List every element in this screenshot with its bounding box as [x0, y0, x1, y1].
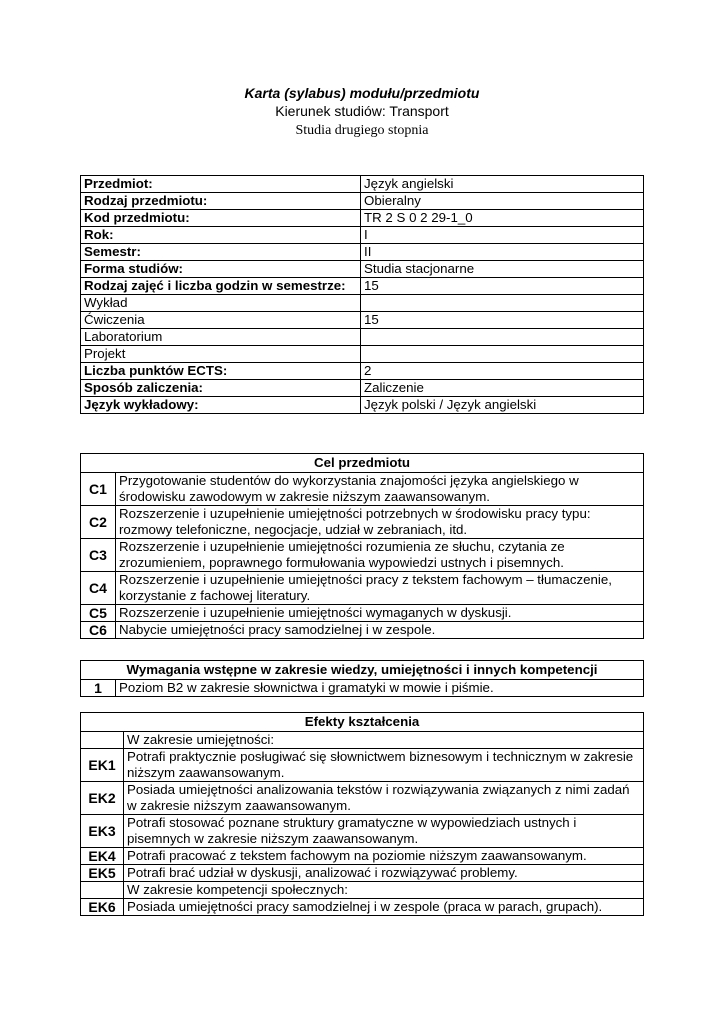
row-code: C4: [81, 572, 116, 605]
requirements-table: [80, 660, 644, 697]
row-text: Posiada umiejętności analizowania tekstów i rozwiązywania związanych z nimi zadań w zakresie niższym zaawansowanym.: [124, 782, 644, 815]
section-label: W zakresie umiejętności:: [124, 732, 644, 749]
info-label: Ćwiczenia: [81, 312, 361, 329]
requirements-title: Wymagania wstępne w zakresie wiedzy, umiejętności i innych kompetencji: [81, 661, 644, 680]
row-text: Poziom B2 w zakresie słownictwa i gramatyki w mowie i piśmie.: [116, 680, 644, 697]
info-row: [81, 176, 644, 193]
info-value: II: [361, 244, 644, 261]
info-label: Przedmiot:: [81, 176, 361, 193]
info-value: Zaliczenie: [361, 380, 644, 397]
table-row: [81, 815, 644, 848]
info-row: [81, 261, 644, 278]
row-text: Potrafi stosować poznane struktury gramatyczne w wypowiedziach ustnych i pisemnych w zakresie niższym zaawansowanym.: [124, 815, 644, 848]
info-value: [361, 346, 644, 363]
row-code: EK3: [81, 815, 124, 848]
table-row: [81, 865, 644, 882]
row-code: C5: [81, 605, 116, 622]
row-text: Potrafi brać udział w dyskusji, analizować i rozwiązywać problemy.: [124, 865, 644, 882]
table-row: [81, 506, 644, 539]
row-text: Rozszerzenie i uzupełnienie umiejętności wymaganych w dyskusji.: [116, 605, 644, 622]
goals-title: Cel przedmiotu: [81, 454, 644, 473]
info-value: 2: [361, 363, 644, 380]
info-label: Projekt: [81, 346, 361, 363]
info-label: Rodzaj zajęć i liczba godzin w semestrze:: [81, 278, 361, 295]
document-title: Karta (sylabus) modułu/przedmiotu: [244, 85, 480, 101]
outcomes-title: Efekty kształcenia: [81, 713, 644, 732]
section-row: [81, 732, 644, 749]
info-label: Wykład: [81, 295, 361, 312]
row-code: 1: [81, 680, 116, 697]
table-row: [81, 473, 644, 506]
section-label: W zakresie kompetencji społecznych:: [124, 882, 644, 899]
info-label: Kod przedmiotu:: [81, 210, 361, 227]
section-row: [81, 882, 644, 899]
row-code: EK5: [81, 865, 124, 882]
table-row: [81, 605, 644, 622]
info-row: [81, 193, 644, 210]
table-row: [81, 622, 644, 639]
table-row: [81, 782, 644, 815]
section-spacer: [81, 732, 124, 749]
info-value: Język angielski: [361, 176, 644, 193]
field-of-study: Kierunek studiów: Transport: [275, 103, 449, 119]
row-code: EK6: [81, 899, 124, 916]
course-goals-table: [80, 453, 644, 639]
info-label: Laboratorium: [81, 329, 361, 346]
info-row: [81, 312, 644, 329]
info-label: Język wykładowy:: [81, 397, 361, 414]
row-text: Rozszerzenie i uzupełnienie umiejętności rozumienia ze słuchu, czytania ze zrozumieniem, poprawnego formułowania wypowiedzi ustnych i pisemnych.: [116, 539, 644, 572]
info-label: Sposób zaliczenia:: [81, 380, 361, 397]
row-code: EK2: [81, 782, 124, 815]
row-text: Nabycie umiejętności pracy samodzielnej i w zespole.: [116, 622, 644, 639]
info-label: Rok:: [81, 227, 361, 244]
info-value: Obieralny: [361, 193, 644, 210]
row-code: EK4: [81, 848, 124, 865]
row-code: EK1: [81, 749, 124, 782]
table-row: [81, 848, 644, 865]
row-code: C1: [81, 473, 116, 506]
course-info-table: [80, 175, 644, 414]
info-value: [361, 329, 644, 346]
section-spacer: [81, 882, 124, 899]
info-value: Studia stacjonarne: [361, 261, 644, 278]
info-row: [81, 278, 644, 295]
info-row: [81, 329, 644, 346]
table-row: [81, 680, 644, 697]
info-label: Semestr:: [81, 244, 361, 261]
row-code: C3: [81, 539, 116, 572]
info-label: Liczba punktów ECTS:: [81, 363, 361, 380]
info-value: 15: [361, 312, 644, 329]
row-text: Przygotowanie studentów do wykorzystania znajomości języka angielskiego w środowisku zawodowym w zakresie niższym zaawansowanym.: [116, 473, 644, 506]
info-row: [81, 295, 644, 312]
info-row: [81, 397, 644, 414]
row-code: C6: [81, 622, 116, 639]
table-row: [81, 749, 644, 782]
info-label: Rodzaj przedmiotu:: [81, 193, 361, 210]
info-row: [81, 380, 644, 397]
learning-outcomes-table: [80, 712, 644, 916]
table-row: [81, 539, 644, 572]
row-text: Rozszerzenie i uzupełnienie umiejętności pracy z tekstem fachowym – tłumaczenie, korzystanie z fachowej literatury.: [116, 572, 644, 605]
info-row: [81, 363, 644, 380]
info-value: TR 2 S 0 2 29-1_0: [361, 210, 644, 227]
info-row: [81, 210, 644, 227]
info-value: I: [361, 227, 644, 244]
info-row: [81, 244, 644, 261]
info-row: [81, 346, 644, 363]
info-value: Język polski / Język angielski: [361, 397, 644, 414]
row-text: Potrafi pracować z tekstem fachowym na poziomie niższym zaawansowanym.: [124, 848, 644, 865]
info-row: [81, 227, 644, 244]
row-code: C2: [81, 506, 116, 539]
row-text: Rozszerzenie i uzupełnienie umiejętności potrzebnych w środowisku pracy typu: rozmowy telefoniczne, negocjacje, udział w zebraniach, itd.: [116, 506, 644, 539]
row-text: Posiada umiejętności pracy samodzielnej i w zespole (praca w parach, grupach).: [124, 899, 644, 916]
info-value: 15: [361, 278, 644, 295]
table-row: [81, 899, 644, 916]
info-value: [361, 295, 644, 312]
study-level: Studia drugiego stopnia: [295, 123, 429, 138]
table-row: [81, 572, 644, 605]
row-text: Potrafi praktycznie posługiwać się słownictwem biznesowym i technicznym w zakresie niższym zaawansowanym.: [124, 749, 644, 782]
info-label: Forma studiów:: [81, 261, 361, 278]
